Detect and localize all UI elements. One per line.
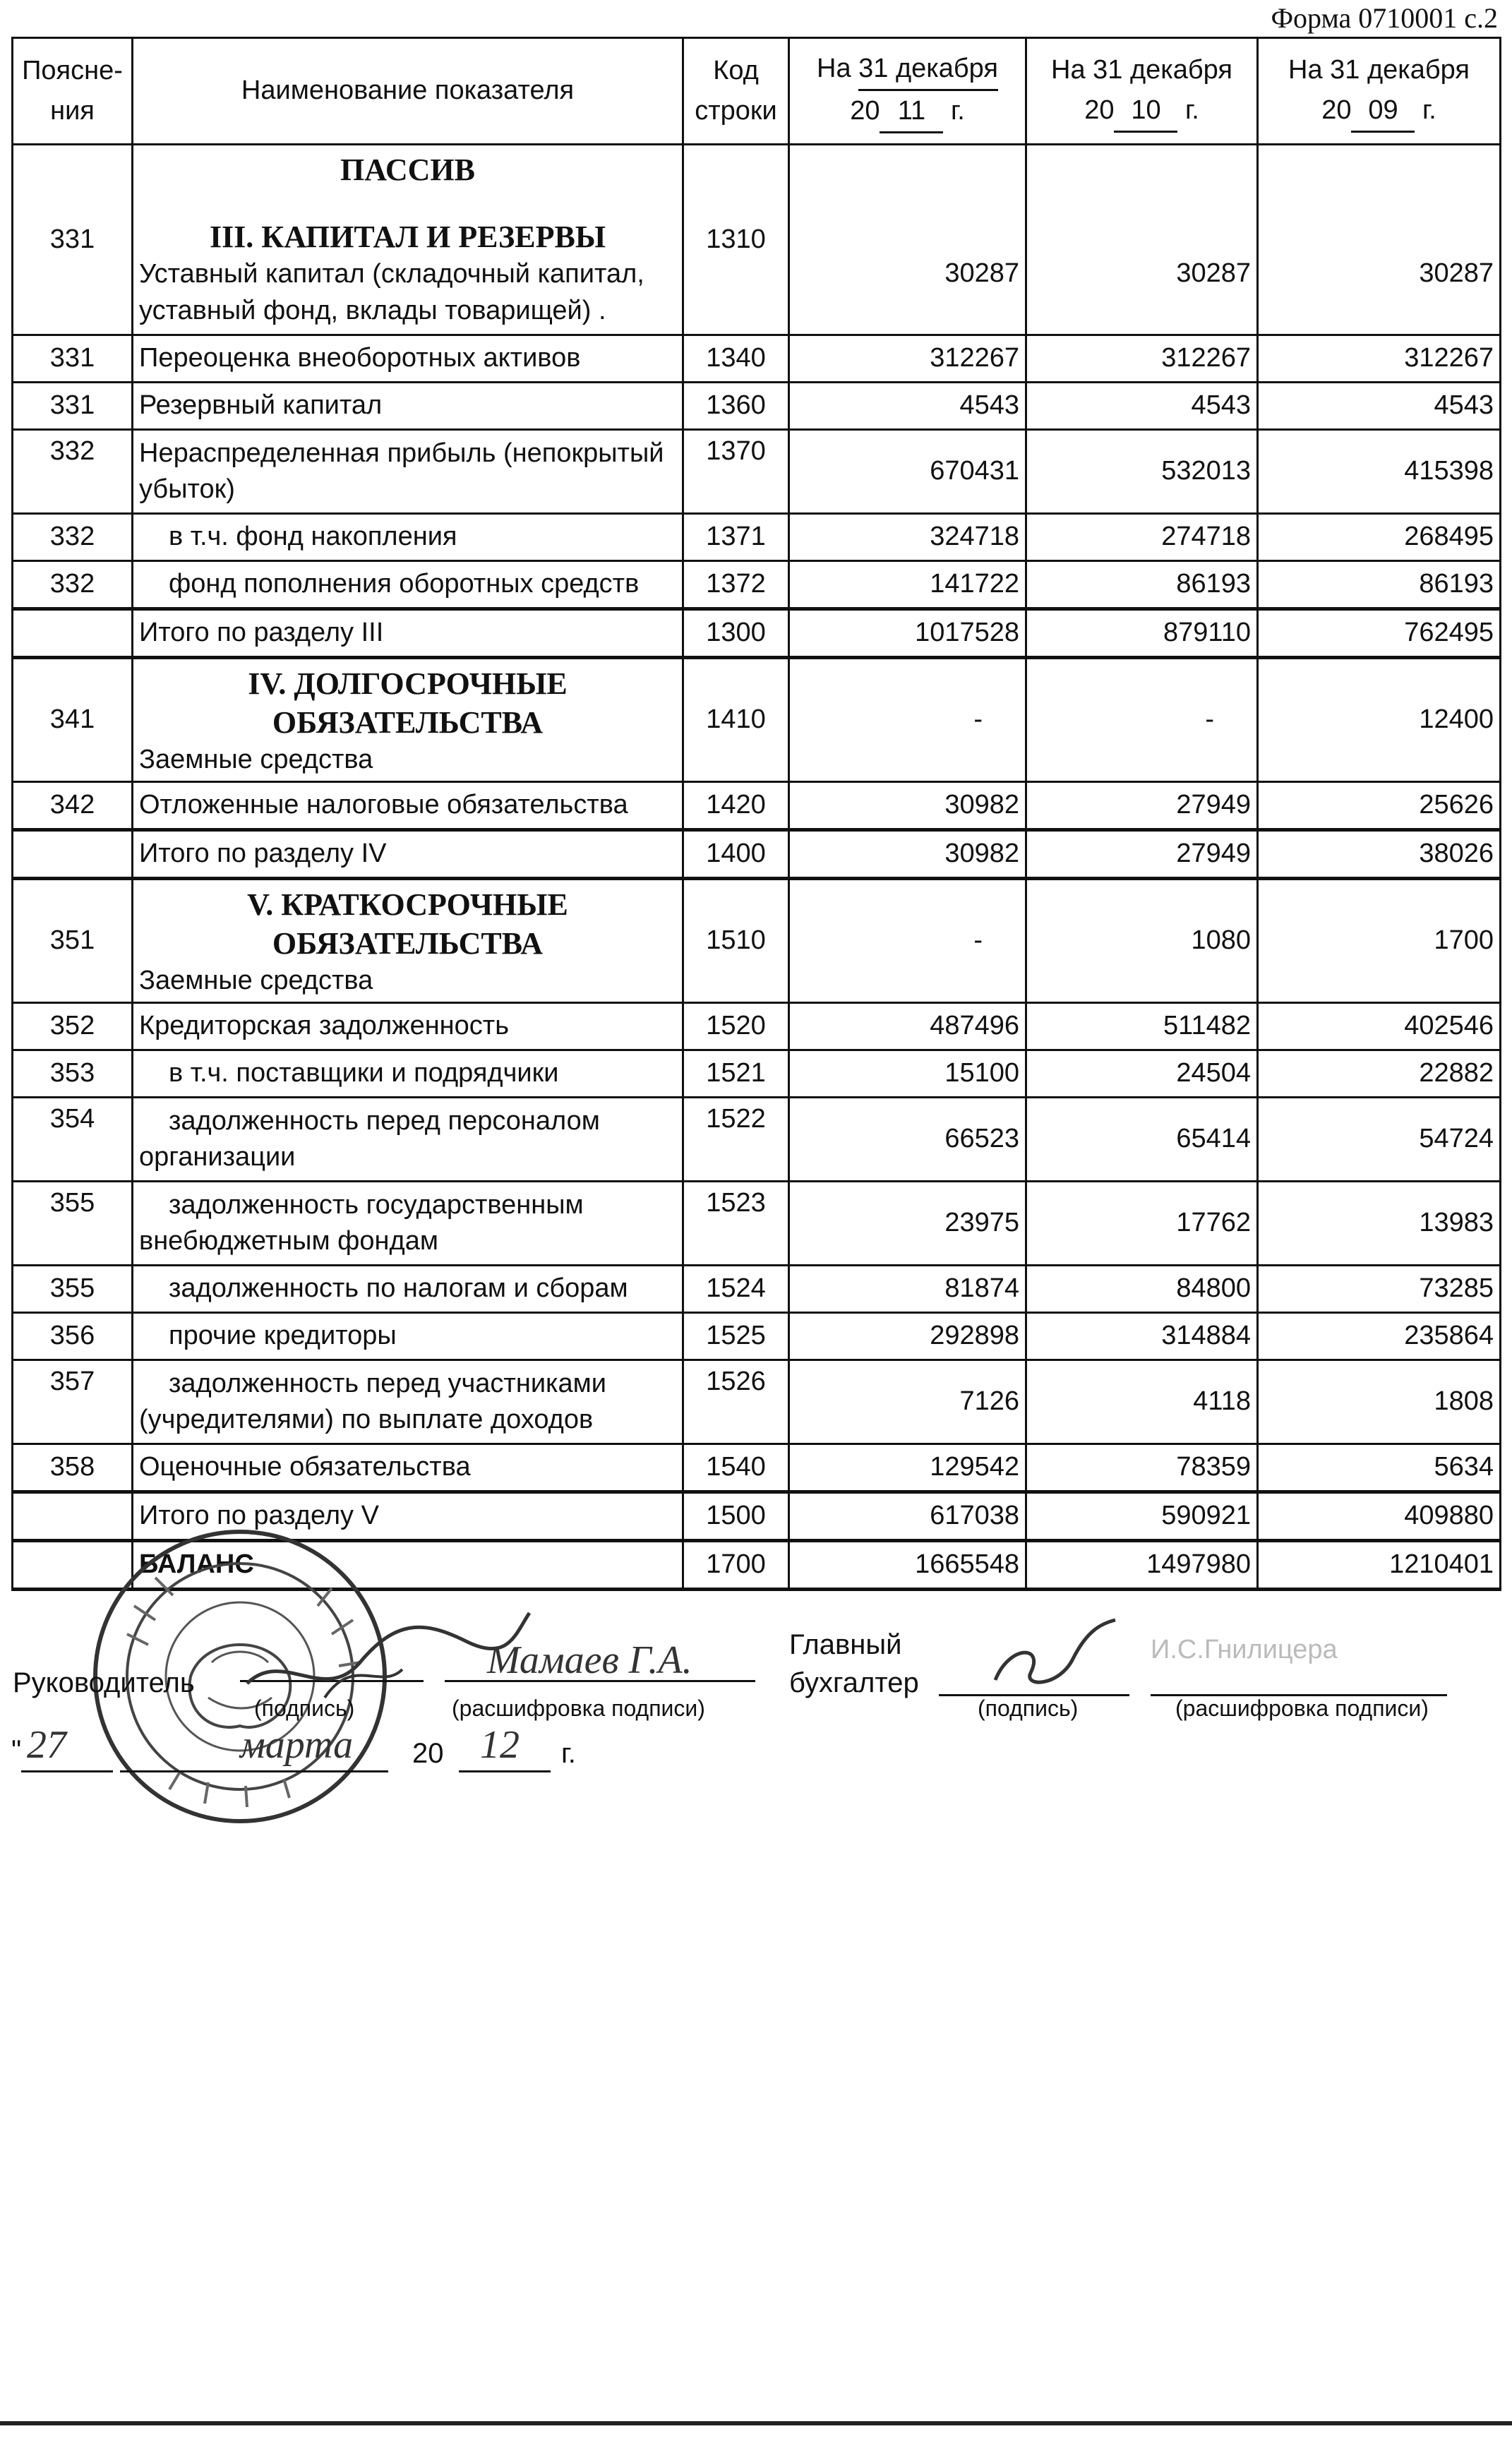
table-row: 331 ПАССИВ III. КАПИТАЛ И РЕЗЕРВЫ Уставный капитал (складочный капитал, уставный фонд, вклады товарищей) . 1310 30287 30287 30287 — [13, 145, 1501, 335]
section-5-title-line2: ОБЯЗАТЕЛЬСТВА — [272, 925, 544, 961]
table-row: 354 задолженность перед персоналом организации 1522 66523 65414 54724 — [13, 1098, 1501, 1182]
table-row-total: Итого по разделу V 1500 617038 590921 409880 — [13, 1492, 1501, 1541]
table-row: 351 V. КРАТКОСРОЧНЫЕ ОБЯЗАТЕЛЬСТВА Заемные средства 1510 - 1080 1700 — [13, 879, 1501, 1003]
header-code-col: Код строки — [683, 38, 789, 145]
date-day-line — [21, 1770, 113, 1772]
head-name-handwritten: Мамаев Г.А. — [487, 1638, 692, 1682]
table-row: 355 задолженность по налогам и сборам 1524 81874 84800 73285 — [13, 1266, 1501, 1313]
date-year-prefix: 20 — [412, 1738, 444, 1769]
date-month: марта — [240, 1723, 354, 1767]
page-bottom-rule — [0, 2421, 1512, 2425]
table-row-total: Итого по разделу III 1300 1017528 879110 762495 — [13, 609, 1501, 658]
passiv-title: ПАССИВ — [340, 152, 475, 188]
date-year-line — [459, 1770, 551, 1772]
section-4-title-line2: ОБЯЗАТЕЛЬСТВА — [272, 704, 544, 740]
form-number-label: Форма 0710001 с.2 — [1271, 2, 1498, 34]
table-row: 342 Отложенные налоговые обязательства 1420 30982 27949 25626 — [13, 782, 1501, 830]
table-row: 332 Нераспределенная прибыль (непокрытый убыток) 1370 670431 532013 415398 — [13, 430, 1501, 514]
section-5-title-line1: V. КРАТКОСРОЧНЫЕ — [247, 887, 568, 922]
table-row: 331 Резервный капитал 1360 4543 4543 4543 — [13, 383, 1501, 430]
header-note-col: Поясне- ния — [13, 38, 133, 145]
accountant-decoding-caption: (расшифровка подписи) — [1175, 1696, 1429, 1721]
table-header-row — [13, 38, 1501, 145]
head-decoding-line — [445, 1680, 755, 1682]
section-3-title: III. КАПИТАЛ И РЕЗЕРВЫ — [209, 220, 606, 255]
table-row: 331 Переоценка внеоборотных активов 1340 312267 312267 312267 — [13, 335, 1501, 383]
table-row: 341 IV. ДОЛГОСРОЧНЫЕ ОБЯЗАТЕЛЬСТВА Заемные средства 1410 - - 12400 — [13, 658, 1501, 782]
head-label: Руководитель — [13, 1667, 195, 1698]
table-row: 358 Оценочные обязательства 1540 129542 78359 5634 — [13, 1444, 1501, 1492]
table-row: 355 задолженность государственным внебюджетным фондам 1523 23975 17762 13983 — [13, 1182, 1501, 1266]
table-row-total: Итого по разделу IV 1400 30982 27949 38026 — [13, 830, 1501, 879]
section-4-title-line1: IV. ДОЛГОСРОЧНЫЕ — [248, 666, 568, 701]
table-row: 356 прочие кредиторы 1525 292898 314884 235864 — [13, 1313, 1501, 1360]
accountant-label-line2: бухгалтер — [789, 1667, 919, 1698]
date-month-line — [120, 1770, 388, 1772]
accountant-name-faint: И.С.Гнилицера — [1151, 1635, 1338, 1664]
table-row: 332 фонд пополнения оборотных средств 1372 141722 86193 86193 — [13, 561, 1501, 609]
header-date-col-2010: На 31 декабря 20 10 г. — [1026, 38, 1258, 145]
header-date-col-2009: На 31 декабря 20 09 г. — [1258, 38, 1501, 145]
head-sign-caption: (подпись) — [254, 1696, 355, 1721]
table-row-balance: БАЛАНС 1700 1665548 1497980 1210401 — [13, 1541, 1501, 1590]
date-suffix: г. — [561, 1738, 576, 1769]
header-name-col: Наименование показателя — [133, 38, 683, 145]
header-date-col-2011: На 31 декабря 20 11 г. — [789, 38, 1026, 145]
table-row: 357 задолженность перед участниками (учредителями) по выплате доходов 1526 7126 4118 1808 — [13, 1360, 1501, 1444]
table-row: 353 в т.ч. поставщики и подрядчики 1521 15100 24504 22882 — [13, 1050, 1501, 1098]
balance-table — [11, 37, 1501, 1591]
accountant-signature-scribble — [981, 1616, 1122, 1701]
date-day: 27 — [27, 1723, 66, 1767]
table-row: 332 в т.ч. фонд накопления 1371 324718 274718 268495 — [13, 514, 1501, 561]
date-open-quote: " — [11, 1735, 22, 1766]
head-decoding-caption: (расшифровка подписи) — [452, 1696, 705, 1721]
accountant-label-line1: Главный — [789, 1629, 902, 1660]
date-year: 12 — [480, 1723, 520, 1767]
table-row: 352 Кредиторская задолженность 1520 487496 511482 402546 — [13, 1003, 1501, 1050]
accountant-sign-caption: (подпись) — [978, 1696, 1079, 1721]
